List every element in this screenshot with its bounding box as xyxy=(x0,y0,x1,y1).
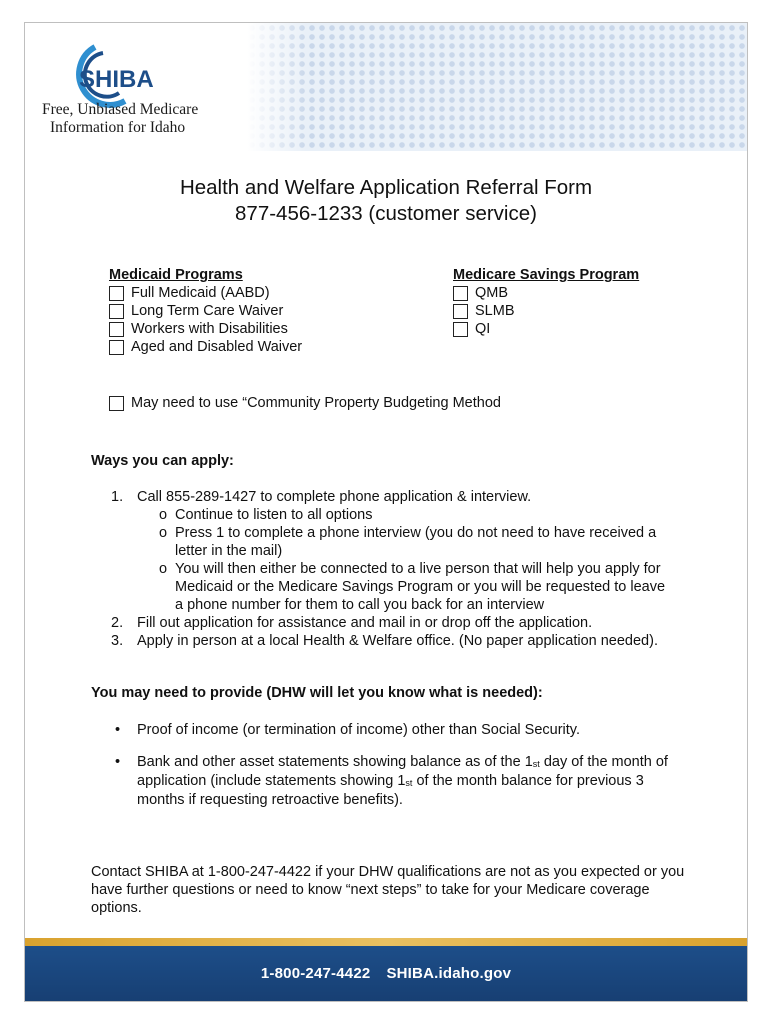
msp-option-qi[interactable] xyxy=(453,320,639,338)
list-item: 2. Fill out application for assistance and mail in or drop off the application. xyxy=(111,615,593,631)
list-item: • Bank and other asset statements showing balance as of the 1st day of the month of application (include statements showing 1st of the month balance for previous 3 months if requesting retroactive benefits). xyxy=(115,754,668,808)
medicare-savings-heading: Medicare Savings Program xyxy=(453,267,640,283)
ways-heading: Ways you can apply: xyxy=(91,453,234,469)
checkbox[interactable] xyxy=(453,322,468,337)
footer-gold-stripe xyxy=(25,938,747,946)
list-item: 3. Apply in person at a local Health & Welfare office. (No paper application needed). xyxy=(111,633,658,649)
checkbox[interactable] xyxy=(109,396,124,411)
footer-website[interactable]: SHIBA.idaho.gov xyxy=(386,965,512,982)
medicare-savings-program xyxy=(453,266,639,338)
contact-text: Contact SHIBA at 1-800-247-4422 if your DHW qualifications are not as you expected or you have further questions or need to know “next steps” to take for your Medicare coverage options. xyxy=(91,864,685,916)
medicaid-heading: Medicaid Programs xyxy=(109,267,243,283)
medicaid-option-aged[interactable] xyxy=(109,338,302,356)
logo-text: SHIBA xyxy=(79,66,154,93)
cpbm-option[interactable] xyxy=(109,393,501,413)
header-dot-pattern xyxy=(247,23,747,151)
ways-list xyxy=(111,488,711,650)
option-label: QI xyxy=(475,321,491,337)
option-label: QMB xyxy=(475,285,509,301)
medicaid-programs xyxy=(109,266,302,356)
footer-bar xyxy=(25,946,747,1001)
footer-phone[interactable]: 1-800-247-4422 xyxy=(260,965,371,982)
option-label: Aged and Disabled Waiver xyxy=(131,339,303,355)
list-item: • Proof of income (or termination of income) other than Social Security. xyxy=(115,722,580,738)
form-page xyxy=(24,22,748,1002)
provide-heading: You may need to provide (DHW will let you know what is needed): xyxy=(91,685,543,701)
sub-list-item: o Continue to listen to all options xyxy=(159,507,373,523)
tagline-line1: Free, Unbiased Medicare xyxy=(42,101,199,118)
option-label: Workers with Disabilities xyxy=(131,321,288,337)
checkbox[interactable] xyxy=(109,286,124,301)
sub-list-item: o Press 1 to complete a phone interview (you do not need to have received a letter in the mail) xyxy=(159,525,657,559)
checkbox[interactable] xyxy=(109,340,124,355)
form-title xyxy=(25,175,747,227)
checkbox[interactable] xyxy=(453,304,468,319)
msp-option-slmb[interactable] xyxy=(453,302,639,320)
provide-list xyxy=(115,721,685,809)
option-label: Full Medicaid (AABD) xyxy=(131,285,270,301)
medicaid-option-full[interactable] xyxy=(109,284,302,302)
cpbm-label: May need to use “Community Property Budgeting Method xyxy=(131,395,501,411)
sub-list-item: o You will then either be connected to a live person that will help you apply for Medicaid or the Medicare Savings Program or you will be requested to leave a phone number for them to call you back for an interview xyxy=(159,561,666,613)
option-label: SLMB xyxy=(475,303,515,319)
option-label: Long Term Care Waiver xyxy=(131,303,284,319)
list-item: 1. Call 855-289-1427 to complete phone application & interview. xyxy=(111,489,532,505)
medicaid-option-ltc[interactable] xyxy=(109,302,302,320)
form-title-line1: Health and Welfare Application Referral Form xyxy=(179,176,593,199)
tagline xyxy=(42,101,232,137)
checkbox[interactable] xyxy=(109,304,124,319)
medicaid-option-workers[interactable] xyxy=(109,320,302,338)
tagline-line2: Information for Idaho xyxy=(50,119,186,136)
checkbox[interactable] xyxy=(453,286,468,301)
checkbox[interactable] xyxy=(109,322,124,337)
msp-option-qmb[interactable] xyxy=(453,284,639,302)
customer-service-phone: 877-456-1233 (customer service) xyxy=(235,202,537,225)
